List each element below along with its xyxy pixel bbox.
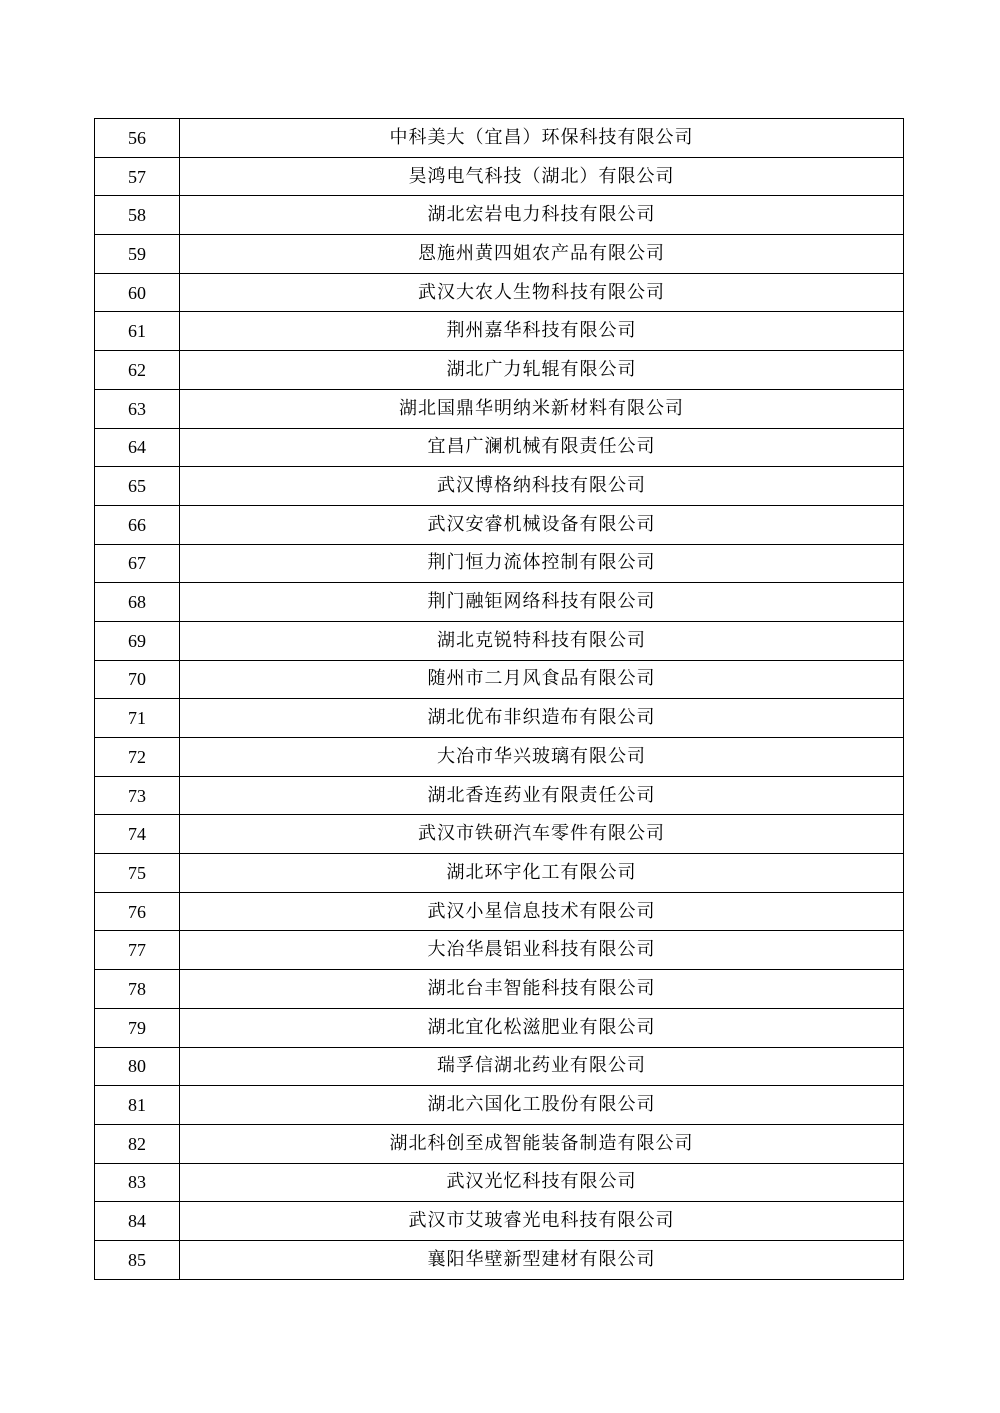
row-number-cell: 60 <box>95 273 180 312</box>
table-row <box>95 235 904 274</box>
row-number-cell: 83 <box>95 1163 180 1202</box>
table-row <box>95 815 904 854</box>
company-name-cell: 武汉大农人生物科技有限公司 <box>180 273 904 312</box>
table-row <box>95 157 904 196</box>
company-name-cell: 湖北宜化松滋肥业有限公司 <box>180 1008 904 1047</box>
row-number-cell: 69 <box>95 621 180 660</box>
table-row <box>95 1047 904 1086</box>
row-number-cell: 61 <box>95 312 180 351</box>
table-row <box>95 738 904 777</box>
table-row <box>95 1163 904 1202</box>
company-name-cell: 湖北香连药业有限责任公司 <box>180 776 904 815</box>
table-row <box>95 467 904 506</box>
company-name-cell: 随州市二月风食品有限公司 <box>180 660 904 699</box>
row-number-cell: 85 <box>95 1240 180 1279</box>
row-number-cell: 67 <box>95 544 180 583</box>
table-row <box>95 544 904 583</box>
company-name-cell: 湖北六国化工股份有限公司 <box>180 1086 904 1125</box>
company-name-cell: 湖北科创至成智能装备制造有限公司 <box>180 1124 904 1163</box>
table-row <box>95 776 904 815</box>
row-number-cell: 58 <box>95 196 180 235</box>
table-row <box>95 505 904 544</box>
row-number-cell: 79 <box>95 1008 180 1047</box>
company-name-cell: 湖北环宇化工有限公司 <box>180 854 904 893</box>
company-name-cell: 荆门恒力流体控制有限公司 <box>180 544 904 583</box>
table-row <box>95 428 904 467</box>
company-name-cell: 荆州嘉华科技有限公司 <box>180 312 904 351</box>
company-name-cell: 襄阳华壁新型建材有限公司 <box>180 1240 904 1279</box>
table-row <box>95 892 904 931</box>
row-number-cell: 73 <box>95 776 180 815</box>
company-name-cell: 恩施州黄四姐农产品有限公司 <box>180 235 904 274</box>
table-row <box>95 1008 904 1047</box>
company-name-cell: 武汉小星信息技术有限公司 <box>180 892 904 931</box>
company-name-cell: 武汉市铁研汽车零件有限公司 <box>180 815 904 854</box>
row-number-cell: 66 <box>95 505 180 544</box>
company-list-table <box>94 118 904 1280</box>
table-row <box>95 389 904 428</box>
table-row <box>95 660 904 699</box>
company-name-cell: 中科美大（宜昌）环保科技有限公司 <box>180 119 904 158</box>
row-number-cell: 75 <box>95 854 180 893</box>
company-name-cell: 大冶华晨铝业科技有限公司 <box>180 931 904 970</box>
row-number-cell: 72 <box>95 738 180 777</box>
row-number-cell: 78 <box>95 970 180 1009</box>
table-row <box>95 196 904 235</box>
table-row <box>95 699 904 738</box>
row-number-cell: 68 <box>95 583 180 622</box>
row-number-cell: 74 <box>95 815 180 854</box>
table-row <box>95 273 904 312</box>
row-number-cell: 57 <box>95 157 180 196</box>
table-row <box>95 1240 904 1279</box>
company-name-cell: 湖北宏岩电力科技有限公司 <box>180 196 904 235</box>
table-row <box>95 854 904 893</box>
row-number-cell: 65 <box>95 467 180 506</box>
table-row <box>95 583 904 622</box>
company-list-body <box>95 119 904 1280</box>
table-row <box>95 621 904 660</box>
table-row <box>95 1086 904 1125</box>
company-name-cell: 湖北台丰智能科技有限公司 <box>180 970 904 1009</box>
row-number-cell: 63 <box>95 389 180 428</box>
company-name-cell: 武汉光忆科技有限公司 <box>180 1163 904 1202</box>
company-name-cell: 湖北克锐特科技有限公司 <box>180 621 904 660</box>
company-name-cell: 武汉博格纳科技有限公司 <box>180 467 904 506</box>
row-number-cell: 70 <box>95 660 180 699</box>
company-name-cell: 大冶市华兴玻璃有限公司 <box>180 738 904 777</box>
company-name-cell: 昊鸿电气科技（湖北）有限公司 <box>180 157 904 196</box>
company-name-cell: 荆门融钜网络科技有限公司 <box>180 583 904 622</box>
table-row <box>95 351 904 390</box>
company-name-cell: 湖北国鼎华明纳米新材料有限公司 <box>180 389 904 428</box>
row-number-cell: 82 <box>95 1124 180 1163</box>
table-row <box>95 931 904 970</box>
row-number-cell: 81 <box>95 1086 180 1125</box>
row-number-cell: 71 <box>95 699 180 738</box>
company-name-cell: 武汉市艾玻睿光电科技有限公司 <box>180 1202 904 1241</box>
company-name-cell: 瑞孚信湖北药业有限公司 <box>180 1047 904 1086</box>
table-row <box>95 970 904 1009</box>
row-number-cell: 59 <box>95 235 180 274</box>
table-row <box>95 1124 904 1163</box>
row-number-cell: 77 <box>95 931 180 970</box>
company-name-cell: 武汉安睿机械设备有限公司 <box>180 505 904 544</box>
row-number-cell: 56 <box>95 119 180 158</box>
table-row <box>95 312 904 351</box>
company-name-cell: 宜昌广澜机械有限责任公司 <box>180 428 904 467</box>
row-number-cell: 80 <box>95 1047 180 1086</box>
row-number-cell: 76 <box>95 892 180 931</box>
row-number-cell: 64 <box>95 428 180 467</box>
table-row <box>95 119 904 158</box>
company-name-cell: 湖北优布非织造布有限公司 <box>180 699 904 738</box>
row-number-cell: 84 <box>95 1202 180 1241</box>
row-number-cell: 62 <box>95 351 180 390</box>
table-row <box>95 1202 904 1241</box>
company-name-cell: 湖北广力轧辊有限公司 <box>180 351 904 390</box>
